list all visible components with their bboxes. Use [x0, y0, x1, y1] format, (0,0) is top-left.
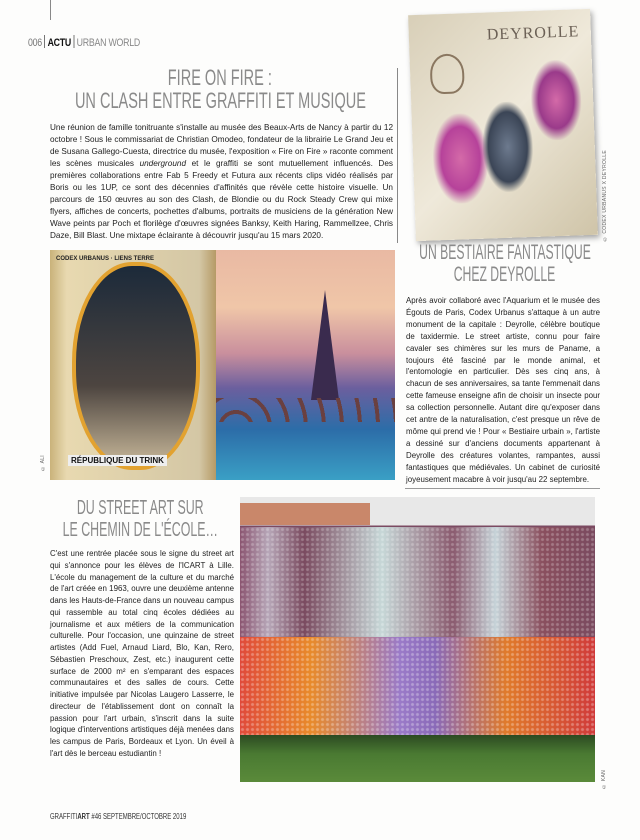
graffiti-poster-image [50, 250, 216, 480]
article1-body [50, 122, 393, 242]
document-heading: DEYROLLE [486, 23, 580, 44]
body-text: et le graffiti se sont mutuellement influencés. Des premières collaborations entre Fab 5 Freedy et Futura aux récents clips vidéo réalisés par Boris ou les 1UP, ce sont des décennies d'affinités que révèle cette histoire visuelle. Un parcours de 150 œuvres au son des Clash, de Blondie ou du Rock Steady Crew qui mixe flyers, affiches de concerts, pochettes d'albums, portraits de musiciens de la génération New Wave peints par Poch et florilège d'œuvres signées Banksy, Keith Haring, Rammellzee, Chris Daze, Bill Blast. Une mixtape éclairante à découvrir jusqu'au 15 mars 2020. [50, 159, 393, 240]
header-separator [73, 35, 74, 48]
grass [240, 735, 595, 782]
image-credit: © CODEX URBANUS X DEYROLLE [602, 150, 608, 242]
page-footer [50, 812, 186, 821]
header-separator [44, 35, 45, 48]
section-label: ACTU [47, 37, 72, 49]
column-rule [397, 68, 398, 243]
deyrolle-artwork-image [408, 9, 598, 241]
article3-body: C'est une rentrée placée sous le signe du street art qui s'annonce pour les élèves de l'ICART à Lille. L'école du management de la culture et du marché de l'art créée en 1963, ouvre une deuxième antenne dans les Hauts-de-France dans un nouveau campus qui rassemble au total cinq écoles dédiées au journalisme et aux métiers de la communication culturelle. Pour l'occasion, une quinzaine de street artistes (Add Fuel, Arnaud Liard, Blo, Kan, Rero, Sébastien Preschoux, Zest, etc.) inaugurent cette surface de 2000 m² en s'emparant des espaces communautaires et des salles de cours. Cette initiative impulsée par Nicolas Laugero Lasserre, le directeur de l'établissement dont on connaît la passion pour l'art urbain, s'inscrit dans la suite logique d'interventions artistiques déjà menées dans les campus de Paris, Bordeaux et Lyon. Un éveil à l'art dès le berceau estudiantin ! [50, 549, 234, 758]
magazine-name-bold: ART [77, 812, 90, 821]
pink-wing [530, 59, 583, 141]
pink-wing [432, 113, 490, 205]
title-line: CHEZ DEYROLLE [454, 263, 556, 286]
title-line: LE CHEMIN DE L'ÉCOLE… [62, 519, 218, 541]
title-line: DU STREET ART SUR [76, 497, 204, 519]
poster-text-bottom: RÉPUBLIQUE DU TRINK [68, 455, 167, 466]
article3-title [45, 497, 235, 541]
image-credit: © KAN [601, 770, 607, 790]
paris-painting-image [216, 250, 395, 480]
stag-drawing [429, 53, 464, 94]
creature-body [481, 101, 534, 193]
margin-rule [50, 0, 51, 20]
subsection-label: URBAN WORLD [76, 37, 141, 49]
bridge [216, 398, 395, 422]
roof [240, 503, 370, 525]
school-mural-image [240, 497, 595, 782]
page-header [28, 35, 140, 49]
title-line: FIRE ON FIRE : [167, 65, 273, 90]
page-number: 006 [28, 37, 42, 49]
mural-lower [240, 637, 595, 737]
magazine-name: GRAFFITI [50, 812, 78, 821]
title-line: UN CLASH ENTRE GRAFFITI ET MUSIQUE [74, 88, 366, 113]
section-divider [405, 488, 600, 489]
eiffel-tower [311, 290, 339, 400]
image-credit: © ALI [40, 455, 46, 472]
body-text: Une réunion de famille tonitruante s'installe au musée des Beaux-Arts de Nancy à partir du 12 octobre ! Sous le commissariat de Christian Omodeo, fondateur de la librairie Le Grand Jeu et de Susana Gallego-Cuesta, directrice du musée, l'exposition « Fire on Fire » raconte comment les scènes musicales [50, 123, 393, 168]
article2-title [405, 242, 605, 286]
article1-title [40, 66, 400, 112]
article2-body: Après avoir collaboré avec l'Aquarium et le musée des Égouts de Paris, Codex Urbanus s'attaque à un autre monument de la capitale : Deyrolle, célèbre boutique de taxidermie. Le street artiste, connu pour faire cavaler ses chimères sur les murs de Paname, a toujours été fasciné par le monde animal, et l'entomologie en particulier. Dès ses cinq ans, à chacun de ses anniversaires, sa tante l'emmenait dans cette fameuse enseigne afin de choisir un insecte pour sa collection personnelle. Autant dire qu'exposer dans cet antre de la naturalisation, c'est presque un rêve de môme qui prend vie ! Pour « Bestiaire urbain », l'artiste a dessiné sur d'anciens documents appartenant à Deyrolle des créatures volantes, rampantes, aussi fantastiques que médiévales. Un cabinet de curiosité joyeusement macabre à voir jusqu'au 22 septembre. [406, 296, 600, 484]
title-line: UN BESTIAIRE FANTASTIQUE [419, 241, 591, 264]
poster-figure [72, 262, 200, 470]
body-italic: underground [139, 159, 186, 168]
poster-text-top: CODEX URBANUS · LIENS TERRE [56, 256, 155, 262]
issue-info: #46 SEPTEMBRE/OCTOBRE 2019 [91, 812, 187, 821]
